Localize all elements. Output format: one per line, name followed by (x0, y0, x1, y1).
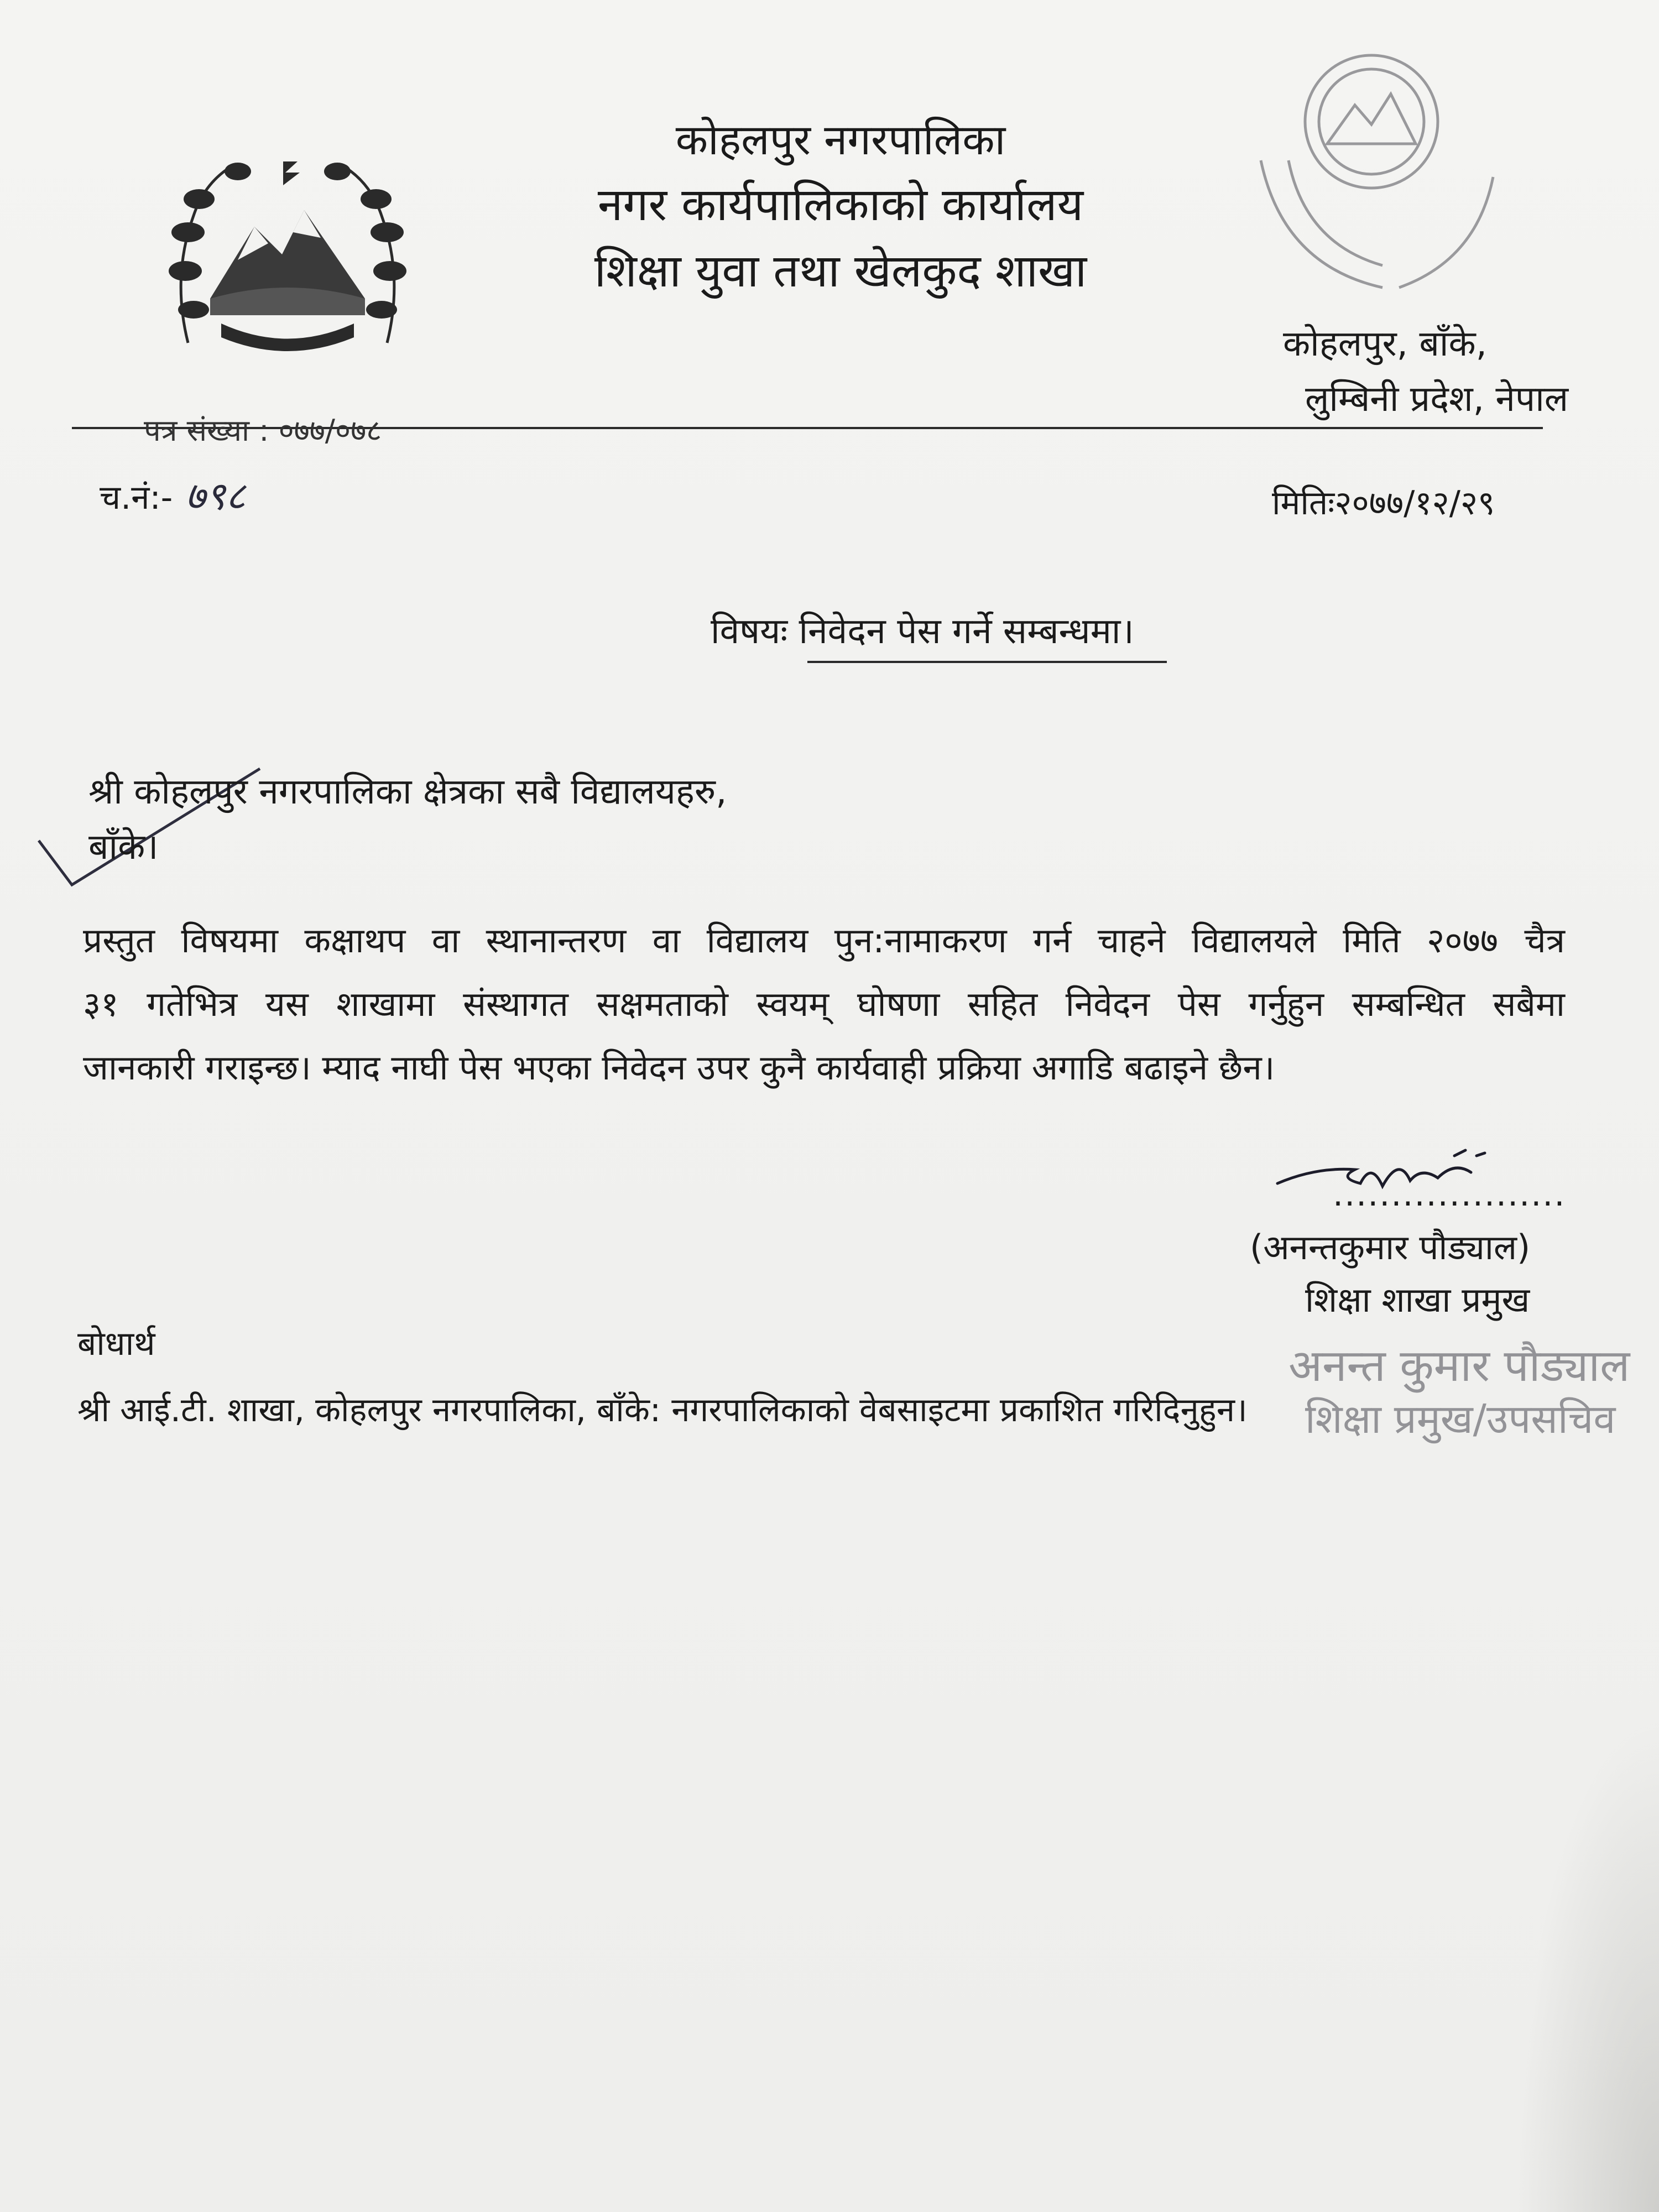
section-name: शिक्षा युवा तथा खेलकुद शाखा (594, 245, 1087, 298)
dispatch-number-label: च.नं:- (100, 478, 173, 517)
office-name: नगर कार्यपालिकाको कार्यालय (597, 179, 1084, 231)
cc-recipient: श्री आई.टी. शाखा, कोहलपुर नगरपालिका, बाँके: नगरपालिकाको वेबसाइटमा प्रकाशित गरिदिनुहुन। (77, 1391, 1248, 1430)
subject-underline (807, 661, 1167, 663)
address-line-2: लुम्बिनी प्रदेश, नेपाल (1305, 379, 1569, 420)
body-paragraph-line-2: ३१ गतेभित्र यस शाखामा संस्थागत सक्षमताको स्वयम् घोषणा सहित निवेदन पेस गर्नुहुन सम्बन्धित सबैमा (83, 984, 1565, 1024)
page-shadow (1515, 1714, 1659, 2212)
letter-date: मितिः२०७७/१२/२९ (1272, 484, 1495, 523)
signatory-title: शिक्षा शाखा प्रमुख (1305, 1280, 1530, 1320)
official-stamp-name: अनन्त कुमार पौड्याल (1288, 1340, 1630, 1391)
letter-reference-number: पत्र संख्या : ०७७/०७८ (144, 413, 382, 448)
address-line-1: कोहलपुर, बाँके, (1283, 324, 1487, 364)
signature-line: .................... (1333, 1175, 1566, 1214)
addressee-line-1: श्री कोहलपुर नगरपालिका क्षेत्रका सबै विद्यालयहरु, (88, 771, 727, 812)
body-paragraph-line-1: प्रस्तुत विषयमा कक्षाथप वा स्थानान्तरण वा विद्यालय पुन:नामाकरण गर्न चाहने विद्यालयले मिति २०७७ चैत्र (83, 920, 1565, 961)
dispatch-number-value: ७९८ (185, 473, 246, 519)
municipality-name: कोहलपुर नगरपालिका (675, 115, 1006, 164)
addressee-line-2: बाँके। (88, 827, 159, 868)
official-stamp-title: शिक्षा प्रमुख/उपसचिव (1305, 1396, 1616, 1442)
letter-subject: विषयः निवेदन पेस गर्ने सम्बन्धमा। (711, 611, 1134, 652)
cc-label: बोधार्थ (77, 1324, 155, 1363)
signatory-name: (अनन्तकुमार पौड्याल) (1250, 1227, 1531, 1267)
nepal-emblem-icon (155, 133, 420, 365)
office-stamp-icon (1217, 28, 1526, 337)
body-paragraph-line-3: जानकारी गराइन्छ। म्याद नाघी पेस भएका निवेदन उपर कुनै कार्यवाही प्रक्रिया अगाडि बढाइने छैन। (83, 1047, 1275, 1088)
